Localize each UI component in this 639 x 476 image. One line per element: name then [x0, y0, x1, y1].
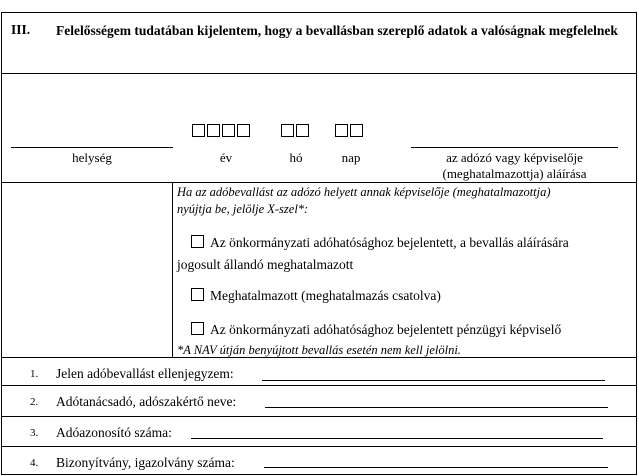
year-label: év [219, 150, 233, 165]
option1-text-line2: jogosult állandó meghatalmazott [177, 257, 354, 272]
place-field[interactable] [11, 147, 173, 148]
row-divider [1, 416, 637, 417]
row-number: 2. [30, 396, 39, 408]
signature-label-line1: az adózó vagy képviselője [446, 150, 583, 165]
section-number: III. [11, 22, 31, 37]
signature-label-line2: (meghatalmazottja) aláírása [442, 166, 587, 181]
left-column-divider [172, 182, 173, 357]
row-number: 1. [30, 368, 39, 380]
section-title: Felelősségem tudatában kijelentem, hogy a bevallásban szereplő adatok a valóságnak megfelelnek [56, 23, 618, 38]
day-input[interactable] [335, 124, 363, 137]
option-permanent-proxy[interactable] [177, 232, 569, 276]
year-digit-box[interactable] [207, 124, 220, 137]
representative-instruction [177, 184, 551, 218]
permanent-proxy-checkbox[interactable] [191, 235, 204, 248]
row-divider [1, 446, 637, 447]
instruction-line1: Ha az adóbevallást az adózó helyett annak képviselője (meghatalmazottja) [177, 185, 551, 199]
row-label: Adóazonosító száma: [56, 425, 172, 440]
instruction-line2: nyújtja be, jelölje X-szel*: [177, 202, 309, 216]
month-label: hó [289, 150, 303, 165]
header-divider [1, 73, 637, 74]
proxy-checkbox[interactable] [191, 288, 204, 301]
tax-id-field[interactable] [191, 438, 603, 439]
month-input[interactable] [281, 124, 309, 137]
day-label: nap [341, 150, 361, 165]
year-input[interactable] [192, 124, 250, 137]
month-digit-box[interactable] [281, 124, 294, 137]
row-number: 3. [30, 427, 39, 439]
month-digit-box[interactable] [296, 124, 309, 137]
row-label: Adótanácsadó, adószakértő neve: [56, 394, 237, 409]
countersign-field[interactable] [262, 380, 605, 381]
footnote: *A NAV útján benyújtott bevallás esetén nem kell jelölni. [177, 343, 461, 357]
option3-text: Az önkormányzati adóhatósághoz bejelentett pénzügyi képviselő [210, 322, 562, 337]
option2-text: Meghatalmazott (meghatalmazás csatolva) [210, 288, 441, 303]
signature-divider [1, 182, 637, 183]
row-label: Bizonyítvány, igazolvány száma: [56, 455, 235, 470]
year-digit-box[interactable] [222, 124, 235, 137]
option-financial-rep[interactable] [177, 319, 561, 341]
certificate-number-field[interactable] [264, 467, 608, 468]
advisor-name-field[interactable] [265, 407, 608, 408]
option-proxy[interactable] [177, 285, 441, 307]
row-divider [1, 357, 637, 358]
day-digit-box[interactable] [335, 124, 348, 137]
signature-field[interactable] [411, 147, 618, 148]
place-label: helység [72, 150, 112, 165]
day-digit-box[interactable] [350, 124, 363, 137]
row-label: Jelen adóbevallást ellenjegyzem: [56, 366, 234, 381]
row-number: 4. [30, 457, 39, 469]
signature-label [411, 150, 618, 182]
option1-text-line1: Az önkormányzati adóhatósághoz bejelentett, a bevallás aláírására [210, 235, 569, 250]
year-digit-box[interactable] [192, 124, 205, 137]
year-digit-box[interactable] [237, 124, 250, 137]
row-divider [1, 385, 637, 386]
financial-rep-checkbox[interactable] [191, 322, 204, 335]
